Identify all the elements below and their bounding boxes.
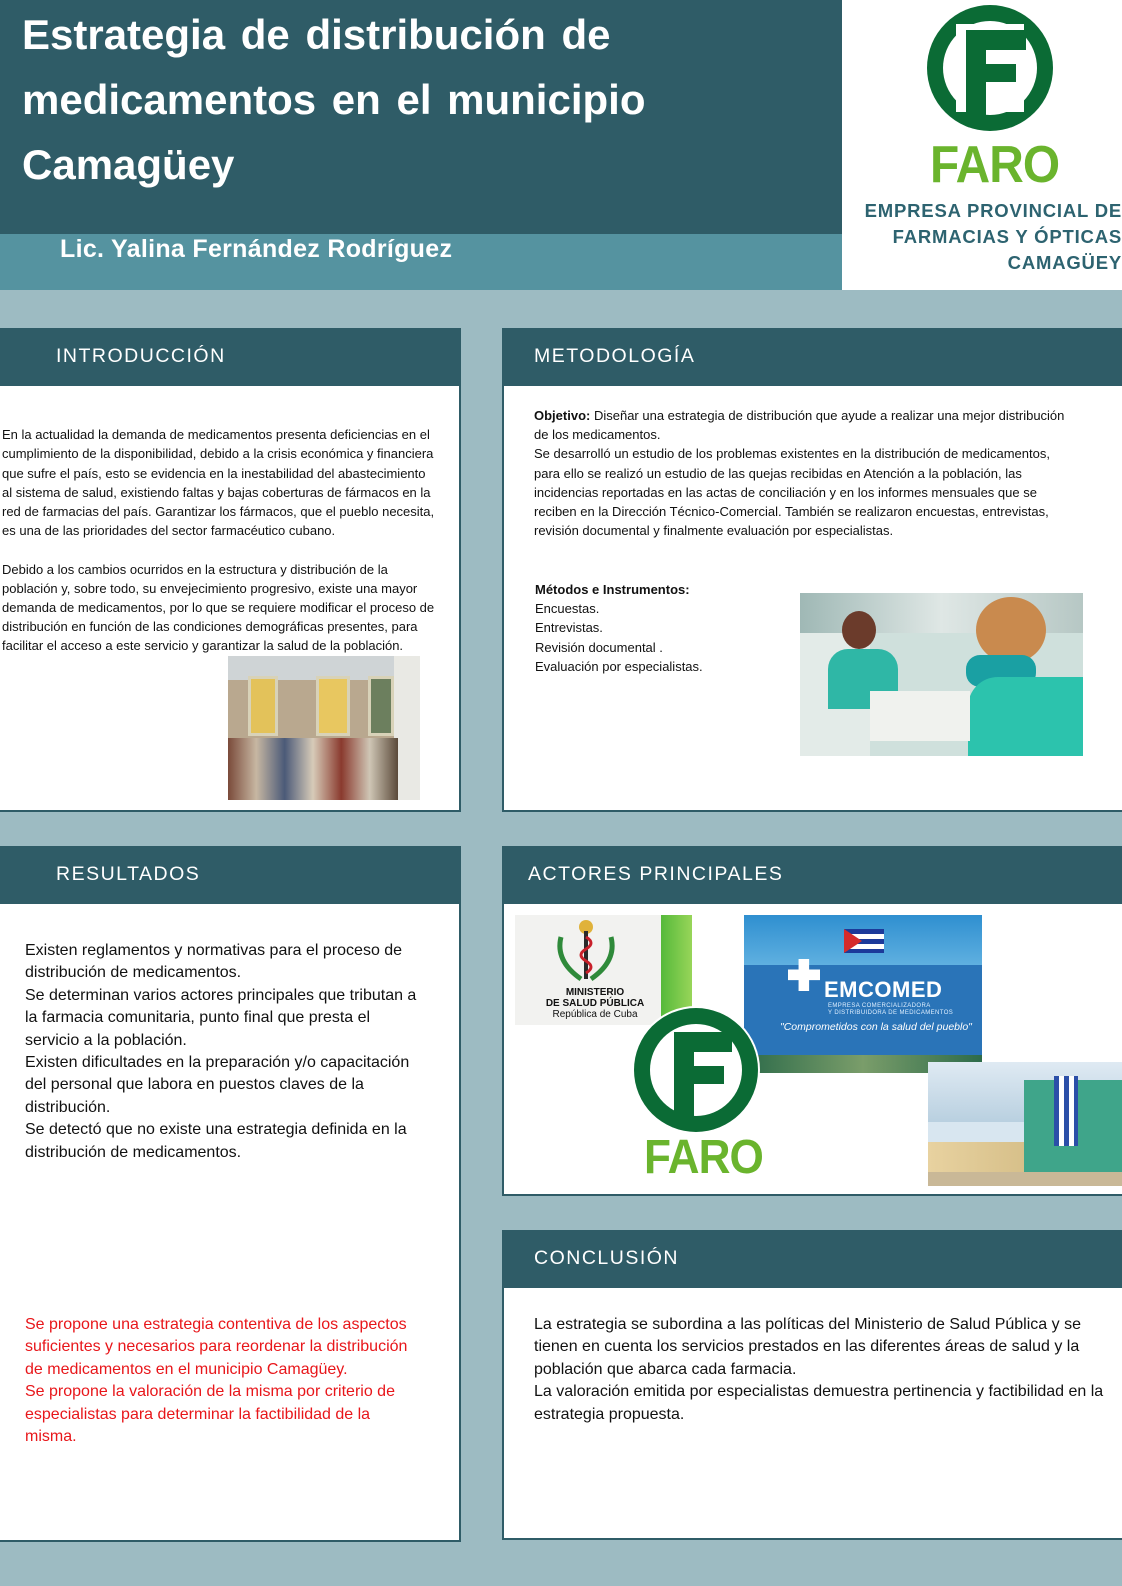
emcomed-name: EMCOMED <box>824 977 943 1002</box>
methods-label: Métodos e Instrumentos: <box>535 582 690 597</box>
objective-label: Objetivo: <box>534 408 591 423</box>
emcomed-subtitle-1: EMPRESA COMERCIALIZADORA <box>828 1003 931 1009</box>
faro-actor-logo-text: FARO <box>644 1131 763 1184</box>
method-item: Revisión documental . <box>535 639 663 655</box>
results-text: Existen reglamentos y normativas para el proceso de distribución de medicamentos. Se determinan varios actores principales que tributan a la farmacia comunitaria, punto final que presta el servicio a la población. Existen dificultades en la preparación y/o capacitación del personal que labora en puestos claves de la distribución. Se detectó que no existe una estrategia definida en la distribución de medicamentos. <box>25 942 417 1161</box>
methodology-text <box>534 406 1074 540</box>
intro-paragraph-2: Debido a los cambios ocurridos en la estructura y distribución de la población y, sobre todo, su envejecimiento progresivo, existe una mayor demanda de medicamentos, por lo que se requiere modificar el proceso de distribución en función de las condiciones demográficas presentes, para facilitar el acceso a este servicio y garantizar la salud de la población. <box>2 561 435 654</box>
intro-header <box>0 328 461 384</box>
emcomed-subtitle-2: Y DISTRIBUIDORA DE MEDICAMENTOS <box>828 1010 954 1016</box>
company-line-2: FARMACIAS Y ÓPTICAS <box>892 226 1122 247</box>
faro-logo-text: FARO <box>930 136 1060 194</box>
pharmacy-workers-photo <box>800 593 1083 756</box>
author-name: Lic. Yalina Fernández Rodríguez <box>60 235 453 263</box>
methodology-header <box>502 328 1122 384</box>
methodology-panel <box>502 384 1122 812</box>
faro-logo-icon <box>918 0 1062 140</box>
conclusion-text: La estrategia se subordina a las políticas del Ministerio de Salud Pública y se tienen en cuenta los servicios prestados en las diferentes áreas de salud y la población que abarca cada farmacia. La valoración emitida por especialistas demuestra pertinencia y factibilidad en la estrategia propuesta. <box>534 1316 1104 1423</box>
intro-panel <box>0 384 461 812</box>
header-logo-panel <box>842 0 1122 290</box>
minsap-line-2: DE SALUD PÚBLICA <box>545 998 645 1009</box>
faro-actor-logo-icon <box>630 1004 762 1136</box>
pharmacy-queue-photo <box>228 656 420 800</box>
intro-heading: INTRODUCCIÓN <box>56 345 226 367</box>
conclusion-heading: CONCLUSIÓN <box>534 1247 680 1269</box>
objective-text: Diseñar una estrategia de distribución que ayude a realizar una mejor distribución de los medicamentos. <box>534 408 1065 443</box>
results-heading: RESULTADOS <box>56 863 201 885</box>
emcomed-building-photo <box>744 915 982 1073</box>
proposal-text: Se propone una estrategia contentiva de los aspectos suficientes y necesarios para reordenar la distribución de medicamentos en el municipio Camagüey. Se propone la valoración de la misma por criterio de especialistas para determinar la factibilidad de la misma. <box>25 1316 408 1446</box>
minsap-line-1: MINISTERIO <box>565 987 625 998</box>
intro-paragraph-1: En la actualidad la demanda de medicamentos presenta deficiencias en el cumplimiento de la disponibilidad, debido a la crisis económica y financiera que sufre el país, esto se evidencia en la inestabilidad del abastecimiento al sistema de salud, existiendo faltas y bajas coberturas de fármacos en la red de farmacias del país. Garantizar los fármacos, que el pueblo necesita, es una de las prioridades del sector farmacéutico cubano. <box>2 427 435 539</box>
methodology-description: Se desarrolló un estudio de los problemas existentes en la distribución de medicamentos, para ello se realizó un estudio de las quejas recibidas en Atención a la población, las incidencias reportadas en las actas de conciliación y en los informes mensuales que se reciben en la Dirección Técnico-Comercial. También se realizaron encuestas, entrevistas, revisión documental y finalmente evaluación por especialistas. <box>534 446 1050 539</box>
methodology-heading: METODOLOGÍA <box>534 345 696 367</box>
caduceus-icon <box>551 917 621 985</box>
method-item: Entrevistas. <box>535 620 603 636</box>
poster-title: Estrategia de distribución de medicamentos en el municipio Camagüey <box>22 11 646 188</box>
intro-text <box>2 406 438 656</box>
conclusion-header <box>502 1230 1122 1286</box>
actors-heading: ACTORES PRINCIPALES <box>528 863 784 885</box>
minsap-line-3: República de Cuba <box>552 1009 638 1020</box>
methods-list <box>535 580 795 676</box>
company-line-3: CAMAGÜEY <box>1007 252 1122 273</box>
results-panel <box>0 902 461 1542</box>
company-line-1: EMPRESA PROVINCIAL DE <box>864 200 1122 221</box>
actors-panel <box>502 902 1122 1196</box>
actors-header <box>502 846 1122 902</box>
method-item: Encuestas. <box>535 601 600 617</box>
method-item: Evaluación por especialistas. <box>535 658 703 674</box>
emcomed-slogan: "Comprometidos con la salud del pueblo" <box>780 1021 972 1033</box>
results-header <box>0 846 461 902</box>
conclusion-panel <box>502 1286 1122 1540</box>
pharmacy-building-photo <box>928 1062 1122 1186</box>
